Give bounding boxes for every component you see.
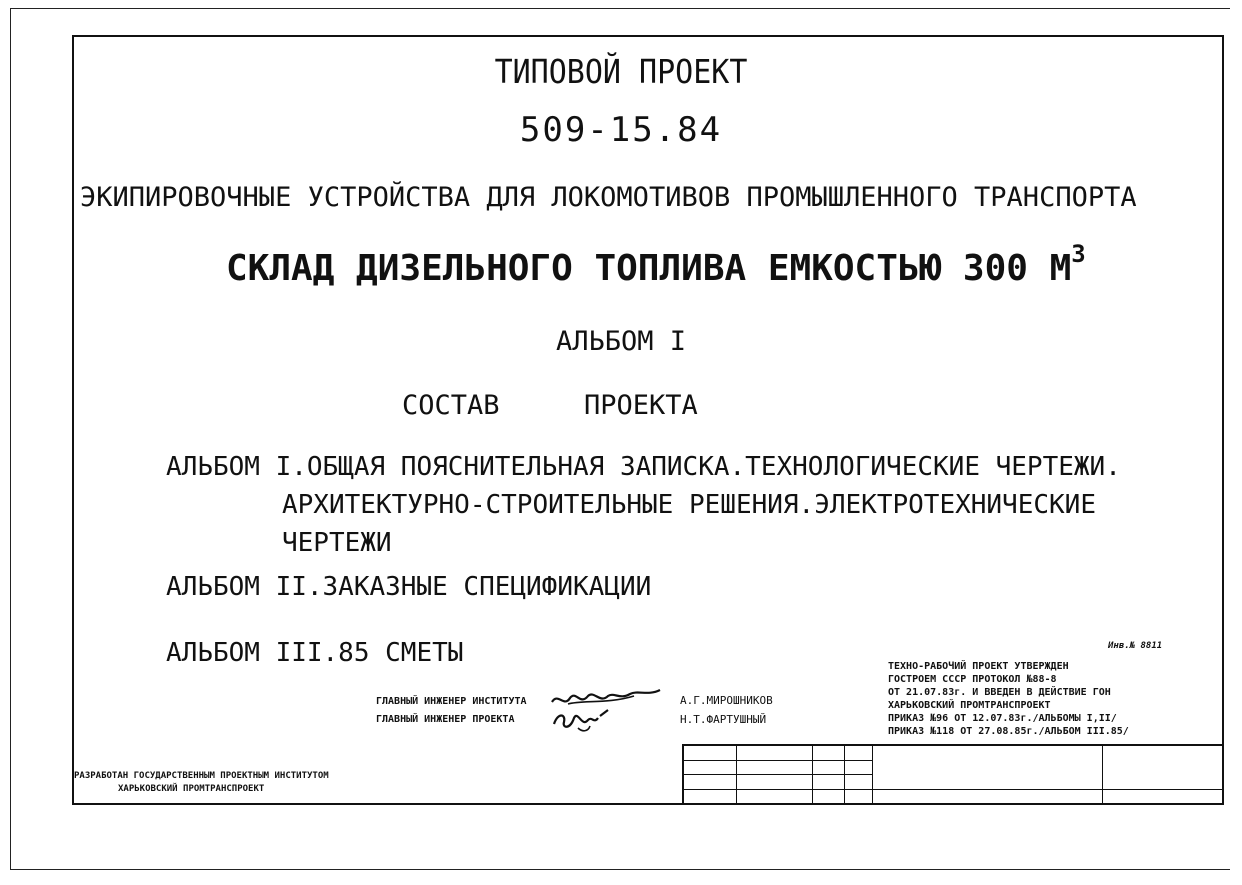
approval-note: ТЕХНО-РАБОЧИЙ ПРОЕКТ УТВЕРЖДЕН ГОСТРОЕМ СССР ПРОТОКОЛ №88-8 ОТ 21.07.83г. И ВВЕДЕН В ДЕЙСТВИЕ ГОН ХАРЬКОВСКИЙ ПРОМТРАНСПРОЕКТ ПРИКАЗ №96 ОТ 12.07.83г./АЛЬБОМЫ I,II/ ПРИКАЗ №118 ОТ 27.08.85г./АЛЬБОМ III.85/ bbox=[888, 661, 1129, 737]
project-number: 509-15.84 bbox=[519, 110, 723, 150]
stamp-row-line bbox=[684, 760, 872, 761]
inventory-mark: Инв.№ 8811 bbox=[1108, 641, 1163, 651]
stamp-row-line bbox=[684, 789, 1222, 790]
title-superscript: 3 bbox=[1071, 240, 1086, 268]
handwritten-signatures-icon bbox=[548, 684, 678, 734]
title-block-stamp bbox=[682, 744, 1222, 803]
title-line-1: ЭКИПИРОВОЧНЫЕ УСТРОЙСТВА ДЛЯ ЛОКОМОТИВОВ ПРОМЫШЛЕННОГО ТРАНСПОРТА bbox=[80, 182, 1137, 213]
stamp-col-line bbox=[872, 746, 873, 803]
developer-line-1: РАЗРАБОТАН ГОСУДАРСТВЕННЫМ ПРОЕКТНЫМ ИНСТИТУТОМ bbox=[74, 771, 329, 781]
signature-role-1: ГЛАВНЫЙ ИНЖЕНЕР ИНСТИТУТА bbox=[376, 696, 527, 707]
album-label: АЛЬБОМ I bbox=[555, 326, 687, 357]
album-list-item-4: АЛЬБОМ II.ЗАКАЗНЫЕ СПЕЦИФИКАЦИИ bbox=[166, 572, 652, 602]
signature-name-1: А.Г.МИРОШНИКОВ bbox=[680, 694, 773, 707]
developer-line-2: ХАРЬКОВСКИЙ ПРОМТРАНСПРОЕКТ bbox=[118, 784, 265, 794]
stamp-col-line bbox=[1102, 746, 1103, 803]
stamp-row-line bbox=[684, 774, 872, 775]
title-line-2 bbox=[226, 240, 1086, 289]
signature-role-2: ГЛАВНЫЙ ИНЖЕНЕР ПРОЕКТА bbox=[376, 714, 515, 725]
composition-word-2: ПРОЕКТА bbox=[584, 390, 698, 421]
album-list-item-3: ЧЕРТЕЖИ bbox=[282, 528, 392, 558]
signature-name-2: Н.Т.ФАРТУШНЫЙ bbox=[680, 713, 767, 726]
project-type-label: ТИПОВОЙ ПРОЕКТ bbox=[494, 53, 748, 92]
title-line-2-text: СКЛАД ДИЗЕЛЬНОГО ТОПЛИВА ЕМКОСТЬЮ 300 М bbox=[226, 248, 1072, 289]
album-list-item-2: АРХИТЕКТУРНО-СТРОИТЕЛЬНЫЕ РЕШЕНИЯ.ЭЛЕКТРОТЕХНИЧЕСКИЕ bbox=[282, 490, 1096, 520]
album-list-item-5: АЛЬБОМ III.85 СМЕТЫ bbox=[166, 638, 464, 668]
composition-word-1: СОСТАВ bbox=[402, 390, 500, 421]
album-list-item-1: АЛЬБОМ I.ОБЩАЯ ПОЯСНИТЕЛЬНАЯ ЗАПИСКА.ТЕХНОЛОГИЧЕСКИЕ ЧЕРТЕЖИ. bbox=[166, 452, 1121, 482]
